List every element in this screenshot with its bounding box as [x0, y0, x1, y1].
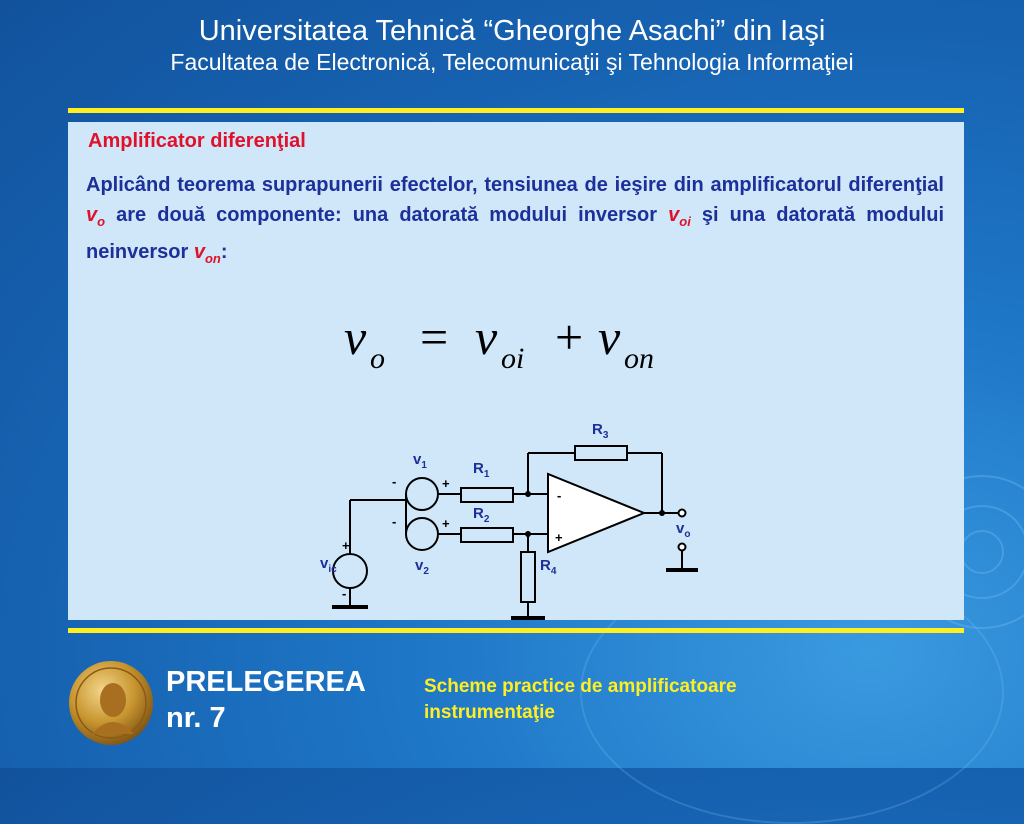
- paragraph-text: are două componente: una datorată modului inversor: [105, 204, 669, 226]
- eq-lhs: v: [344, 309, 367, 365]
- paragraph-text: şi una datorată modului neinversor: [86, 204, 945, 263]
- opamp-inverting-sign: -: [557, 488, 562, 503]
- resistor-r3: [575, 446, 627, 460]
- node-dot: [525, 531, 531, 537]
- v2-minus-sign: -: [392, 514, 397, 529]
- v1-plus-sign: +: [442, 476, 450, 491]
- output-ground-terminal: [679, 544, 686, 551]
- faculty-subtitle: Facultatea de Electronică, Telecomunicaţii şi Tehnologia Informaţiei: [170, 49, 854, 75]
- label-r4: $R_4$: [540, 557, 557, 577]
- source-v1: [406, 478, 438, 510]
- vic-minus-sign: -: [342, 586, 347, 601]
- university-medallion-logo: [68, 660, 154, 746]
- output-terminal: [679, 510, 686, 517]
- eq-term2: v: [598, 309, 621, 365]
- source-vic: [333, 554, 367, 588]
- lecture-label-line2: nr. 7: [166, 702, 226, 734]
- equation: [340, 306, 700, 376]
- eq-term1: v: [475, 309, 498, 365]
- label-vo: $v_o$: [676, 520, 691, 540]
- label-r2: $R_2$: [473, 505, 490, 525]
- node-dot: [659, 510, 665, 516]
- v2-plus-sign: +: [442, 516, 450, 531]
- variable-von: $v_{on}$: [193, 241, 221, 266]
- header: [0, 14, 1024, 76]
- v1-minus-sign: -: [392, 474, 397, 489]
- slide-heading: Amplificator diferenţial: [88, 130, 306, 152]
- label-r1: $R_1$: [473, 460, 490, 480]
- university-title: Universitatea Tehnică “Gheorghe Asachi” din Iaşi: [198, 15, 826, 47]
- source-v2: [406, 518, 438, 550]
- paragraph-text: Aplicând teorema suprapunerii efectelor, tensiunea de ieşire din amplificatorul diferenţial: [86, 174, 944, 196]
- eq-lhs-sub: o: [370, 342, 385, 375]
- eq-plus: +: [555, 309, 584, 365]
- resistor-r4: [521, 552, 535, 602]
- lecture-title-line2: instrumentaţie: [424, 702, 555, 723]
- top-divider: [68, 108, 964, 113]
- node-dot: [525, 491, 531, 497]
- vic-plus-sign: +: [342, 538, 350, 553]
- resistor-r1: [461, 488, 513, 502]
- resistor-r2: [461, 528, 513, 542]
- eq-equals: =: [420, 309, 449, 365]
- label-v2: $v_2$: [415, 557, 429, 577]
- body-paragraph: [86, 170, 944, 274]
- lecture-title: [424, 674, 737, 726]
- lecture-title-line1: Scheme practice de amplificatoare: [424, 676, 737, 697]
- label-vic: $v_{ic}$: [320, 555, 337, 575]
- variable-vo: $v_o$: [86, 204, 106, 229]
- opamp-noninverting-sign: +: [555, 530, 563, 545]
- lecture-label-line1: PRELEGEREA: [166, 666, 366, 698]
- label-v1: $v_1$: [413, 451, 427, 471]
- content-panel: [68, 122, 964, 620]
- label-r3: $R_3$: [592, 421, 609, 441]
- eq-term1-sub: oi: [501, 342, 525, 375]
- differential-amplifier-circuit: [300, 410, 780, 620]
- bottom-divider: [68, 628, 964, 633]
- lecture-number: [166, 664, 366, 736]
- eq-term2-sub: on: [624, 342, 654, 375]
- variable-voi: $v_{oi}$: [668, 204, 691, 229]
- paragraph-text: :: [220, 241, 228, 263]
